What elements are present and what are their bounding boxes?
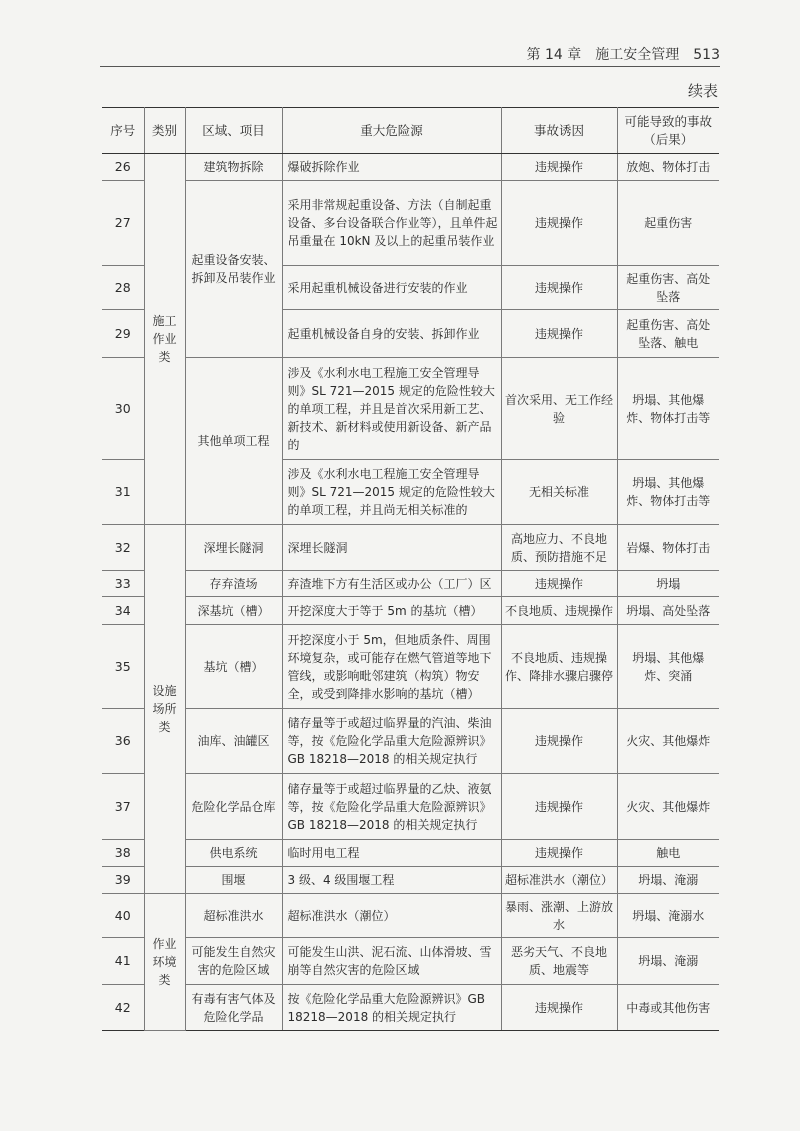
area-cell: 围堰	[185, 867, 282, 894]
hazard-cell: 深埋长隧洞	[282, 525, 501, 571]
area-cell: 有毒有害气体及危险化学品	[185, 985, 282, 1031]
page-number: 513	[693, 47, 720, 63]
hazard-cell: 采用非常规起重设备、方法（自制起重设备、多台设备联合作业等），且单件起吊重量在 10kN 及以上的起重吊装作业	[282, 181, 501, 266]
consequence-cell: 坍塌、淹溺	[617, 867, 719, 894]
cause-cell: 无相关标准	[501, 460, 617, 525]
table-row	[102, 985, 719, 1031]
row-number: 34	[102, 597, 144, 625]
table-row	[102, 597, 719, 625]
row-number: 29	[102, 310, 144, 358]
header-area: 区域、项目	[185, 108, 282, 154]
table-row	[102, 154, 719, 181]
cause-cell: 暴雨、涨潮、上游放水	[501, 894, 617, 938]
hazard-cell: 起重机械设备自身的安装、拆卸作业	[282, 310, 501, 358]
area-cell: 供电系统	[185, 840, 282, 867]
cause-cell: 违规操作	[501, 985, 617, 1031]
row-number: 26	[102, 154, 144, 181]
cause-cell: 首次采用、无工作经验	[501, 358, 617, 460]
table-header-row	[102, 108, 719, 154]
consequence-cell: 坍塌、其他爆炸、物体打击等	[617, 460, 719, 525]
hazard-cell: 爆破拆除作业	[282, 154, 501, 181]
area-cell: 超标准洪水	[185, 894, 282, 938]
header-cause: 事故诱因	[501, 108, 617, 154]
row-number: 28	[102, 266, 144, 310]
row-number: 30	[102, 358, 144, 460]
row-number: 40	[102, 894, 144, 938]
area-cell: 深基坑（槽）	[185, 597, 282, 625]
consequence-cell: 坍塌、淹溺	[617, 938, 719, 985]
cause-cell: 违规操作	[501, 571, 617, 597]
table-row	[102, 840, 719, 867]
area-cell: 基坑（槽）	[185, 625, 282, 709]
row-number: 36	[102, 709, 144, 774]
hazard-cell: 储存量等于或超过临界量的汽油、柴油等，按《危险化学品重大危险源辨识》GB 18218—2018 的相关规定执行	[282, 709, 501, 774]
hazard-cell: 可能发生山洪、泥石流、山体滑坡、雪崩等自然灾害的危险区域	[282, 938, 501, 985]
cause-cell: 超标准洪水（潮位）	[501, 867, 617, 894]
area-cell: 油库、油罐区	[185, 709, 282, 774]
consequence-cell: 起重伤害	[617, 181, 719, 266]
row-number: 39	[102, 867, 144, 894]
hazard-cell: 弃渣堆下方有生活区或办公（工厂）区	[282, 571, 501, 597]
header-category: 类别	[144, 108, 185, 154]
area-cell: 存弃渣场	[185, 571, 282, 597]
row-number: 38	[102, 840, 144, 867]
header-hazard: 重大危险源	[282, 108, 501, 154]
consequence-cell: 火灾、其他爆炸	[617, 774, 719, 840]
hazard-cell: 储存量等于或超过临界量的乙炔、液氨等，按《危险化学品重大危险源辨识》GB 18218—2018 的相关规定执行	[282, 774, 501, 840]
hazard-cell: 超标准洪水（潮位）	[282, 894, 501, 938]
cause-cell: 违规操作	[501, 266, 617, 310]
area-cell: 深埋长隧洞	[185, 525, 282, 571]
row-number: 37	[102, 774, 144, 840]
cause-cell: 不良地质、违规操作、降排水骤启骤停	[501, 625, 617, 709]
area-cell: 可能发生自然灾害的危险区域	[185, 938, 282, 985]
table-row	[102, 625, 719, 709]
table-row	[102, 709, 719, 774]
header-rule	[100, 66, 720, 67]
row-number: 42	[102, 985, 144, 1031]
category-cell: 设施场所类	[144, 525, 185, 894]
row-number: 41	[102, 938, 144, 985]
category-cell: 作业环境类	[144, 894, 185, 1031]
consequence-cell: 坍塌、其他爆炸、突涌	[617, 625, 719, 709]
hazard-cell: 采用起重机械设备进行安装的作业	[282, 266, 501, 310]
consequence-cell: 触电	[617, 840, 719, 867]
consequence-cell: 坍塌、淹溺水	[617, 894, 719, 938]
hazard-cell: 按《危险化学品重大危险源辨识》GB 18218—2018 的相关规定执行	[282, 985, 501, 1031]
table-row	[102, 774, 719, 840]
area-cell: 起重设备安装、拆卸及吊装作业	[185, 181, 282, 358]
area-cell: 其他单项工程	[185, 358, 282, 525]
cause-cell: 违规操作	[501, 154, 617, 181]
running-head	[100, 44, 720, 64]
hazard-cell: 开挖深度小于 5m，但地质条件、周围环境复杂，或可能存在燃气管道等地下管线，或影响毗邻建筑（构筑）物安全，或受到降排水影响的基坑（槽）	[282, 625, 501, 709]
hazard-table	[102, 107, 719, 1031]
hazard-cell: 临时用电工程	[282, 840, 501, 867]
table-row	[102, 571, 719, 597]
table-row	[102, 525, 719, 571]
row-number: 27	[102, 181, 144, 266]
table-row	[102, 358, 719, 460]
chapter-title: 第 14 章 施工安全管理	[526, 47, 680, 63]
table-row	[102, 181, 719, 266]
hazard-cell: 涉及《水利水电工程施工安全管理导则》SL 721—2015 规定的危险性较大的单项工程，并且尚无相关标准的	[282, 460, 501, 525]
hazard-cell: 3 级、4 级围堰工程	[282, 867, 501, 894]
consequence-cell: 坍塌、高处坠落	[617, 597, 719, 625]
category-cell: 施工作业类	[144, 154, 185, 525]
header-no: 序号	[102, 108, 144, 154]
consequence-cell: 坍塌、其他爆炸、物体打击等	[617, 358, 719, 460]
cause-cell: 违规操作	[501, 840, 617, 867]
row-number: 31	[102, 460, 144, 525]
area-cell: 建筑物拆除	[185, 154, 282, 181]
continued-label: 续表	[687, 82, 718, 100]
table-row	[102, 867, 719, 894]
cause-cell: 不良地质、违规操作	[501, 597, 617, 625]
hazard-cell: 涉及《水利水电工程施工安全管理导则》SL 721—2015 规定的危险性较大的单项工程，并且是首次采用新工艺、新技术、新材料或使用新设备、新产品的	[282, 358, 501, 460]
cause-cell: 违规操作	[501, 181, 617, 266]
table-row	[102, 938, 719, 985]
cause-cell: 违规操作	[501, 774, 617, 840]
cause-cell: 违规操作	[501, 310, 617, 358]
header-consequence: 可能导致的事故（后果）	[617, 108, 719, 154]
row-number: 35	[102, 625, 144, 709]
consequence-cell: 岩爆、物体打击	[617, 525, 719, 571]
consequence-cell: 火灾、其他爆炸	[617, 709, 719, 774]
row-number: 33	[102, 571, 144, 597]
consequence-cell: 起重伤害、高处坠落	[617, 266, 719, 310]
consequence-cell: 起重伤害、高处坠落、触电	[617, 310, 719, 358]
consequence-cell: 中毒或其他伤害	[617, 985, 719, 1031]
cause-cell: 违规操作	[501, 709, 617, 774]
table-row	[102, 894, 719, 938]
row-number: 32	[102, 525, 144, 571]
cause-cell: 恶劣天气、不良地质、地震等	[501, 938, 617, 985]
cause-cell: 高地应力、不良地质、预防措施不足	[501, 525, 617, 571]
consequence-cell: 放炮、物体打击	[617, 154, 719, 181]
hazard-cell: 开挖深度大于等于 5m 的基坑（槽）	[282, 597, 501, 625]
consequence-cell: 坍塌	[617, 571, 719, 597]
area-cell: 危险化学品仓库	[185, 774, 282, 840]
